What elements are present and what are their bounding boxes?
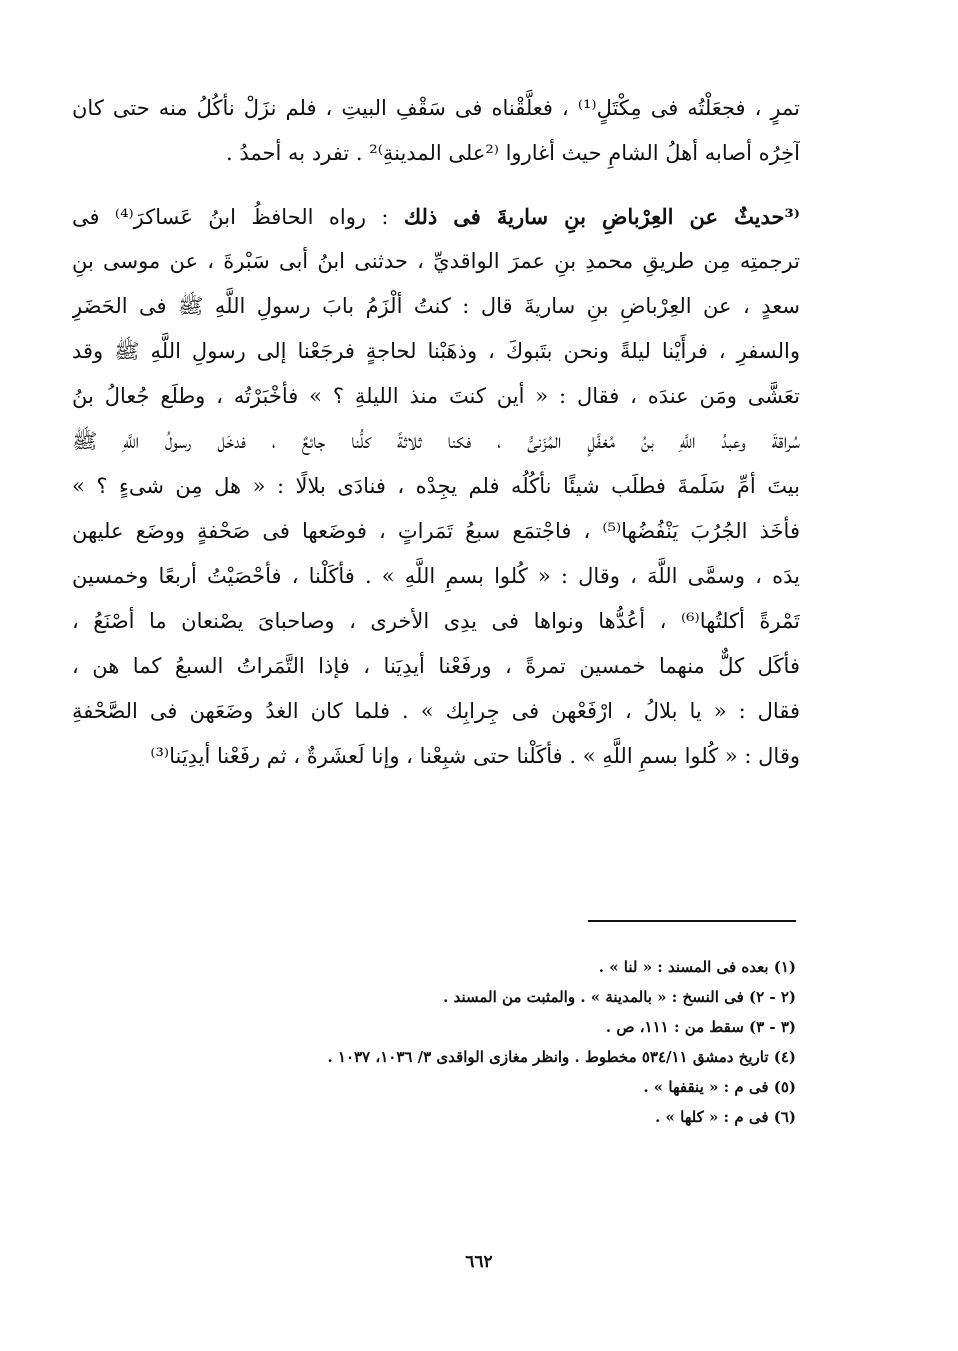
footnote-3: (٣ - ٣) سقط من : ١١١، ص . — [605, 1018, 796, 1036]
footnote-1: (١) بعده فى المسند : « لنا » . — [598, 958, 796, 976]
main-text-body — [72, 86, 800, 779]
text-line: فأكَل كلٌّ منهما خمسين تمرةً ، ورفَعْنا أيدِيَنا ، فإذا التَّمَراتُ السبعُ كما هن ، — [72, 654, 800, 678]
text-line: ترجمتِه مِن طريقِ محمدِ بنِ عمرَ الواقديِّ ، حدثنى ابنُ أبى سَبْرةَ ، عن موسى بنِ — [72, 249, 800, 273]
text-line: آخِرُه أصابه أهلُ الشامِ حيث أغاروا ⁽²على المدينةِ⁾² . تفرد به أحمدُ . — [226, 141, 800, 165]
section-heading-line — [72, 194, 800, 239]
text-line: تمرٍ ، فجعَلْتُه فى مِكْتَلٍ⁽¹⁾ ، فعلَّقْناه فى سَقْفِ البيتِ ، فلم نزَلْ نأكُلُ منه حتى كان — [72, 96, 800, 120]
text-line: والسفرِ ، فرأَيْنا ليلةً ونحن بتَبوكَ ، وذهَبْنا لحاجةٍ فرجَعْنا إلى رسولِ اللَّهِ ﷺ وقد — [72, 339, 800, 363]
text-line: فقال : « يا بلالُ ، ارْفَعْهن فى جِرابِك » . فلما كان الغدُ وضَعَهن فى الصَّحْفةِ — [72, 699, 800, 723]
text-line: بيتَ أمِّ سَلَمةَ فطلَب شيئًا نأكُلُه فلم يجِدْه ، فنادَى بلالًا : « هل مِن شىءٍ ؟ » — [72, 474, 800, 498]
footnote-divider — [588, 920, 796, 922]
footnotes — [180, 952, 796, 1132]
text-line: سُراقةَ وعبدُ اللَّهِ بنُ مُغفَّلٍ المُزَنىُّ ، فكنا ثلاثةً كلُّنا جائعٌ ، فدخَل رسولُ اللَّهِ ﷺ — [72, 429, 800, 453]
text-line: تَمْرةً أكلتُها⁽⁶⁾ ، أعُدُّها ونواها فى يدِى الأخرى ، وصاحباىَ يصْنعان ما أصْنَعُ ، — [72, 609, 800, 633]
footnote-6: (٦) فى م : « كلها » . — [655, 1108, 796, 1126]
text-line: تعَشَّى ومَن عندَه ، فقال : « أين كنتَ منذ الليلةِ ؟ » فأخْبَرْتُه ، وطلَع جُعالُ بنُ — [72, 384, 800, 408]
text-fragment: : رواه الحافظُ ابنُ عَساكرَ⁽⁴⁾ فى — [72, 205, 389, 229]
footnote-2: (٢ - ٢) فى النسخ : « بالمدينة » . والمثبت من المسند . — [443, 988, 796, 1006]
text-line: سعدٍ ، عن العِرْباضِ بنِ ساريةَ قال : كنتُ ألْزَمُ بابَ رسولِ اللَّهِ ﷺ فى الحَضَرِ — [72, 294, 800, 318]
page-number: ٦٦٢ — [465, 1252, 493, 1272]
paragraph-gap — [72, 176, 800, 194]
text-line: يدَه ، وسمَّى اللَّهَ ، وقال : « كُلوا بسمِ اللَّهِ » . فأكَلْنا ، فأحْصَيْتُ أربعًا وخمسين — [72, 564, 800, 588]
footnote-4: (٤) تاريخ دمشق ٥٣٤/١١ مخطوط . وانظر مغازى الواقدى ٣/ ١٠٣٦، ١٠٣٧ . — [327, 1048, 796, 1066]
text-line: وقال : « كُلوا بسمِ اللَّهِ » . فأكَلْنا حتى شبِعْنا ، وإنا لَعشَرةٌ ، ثم رفَعْنا أيدِيَنا⁽³⁾ — [150, 744, 800, 768]
text-line: فأخَذ الجُرُبَ يَنْفُضُها⁽⁵⁾ ، فاجْتمَع سبعُ تَمَراتٍ ، فوضَعها فى صَحْفةٍ ووضَع عليهن — [72, 519, 800, 543]
footnote-5: (٥) فى م : « ينقفها » . — [643, 1078, 796, 1096]
section-heading: ⁽³حديثٌ عن العِرْباضِ بنِ ساريةَ فى ذلك — [403, 204, 800, 229]
